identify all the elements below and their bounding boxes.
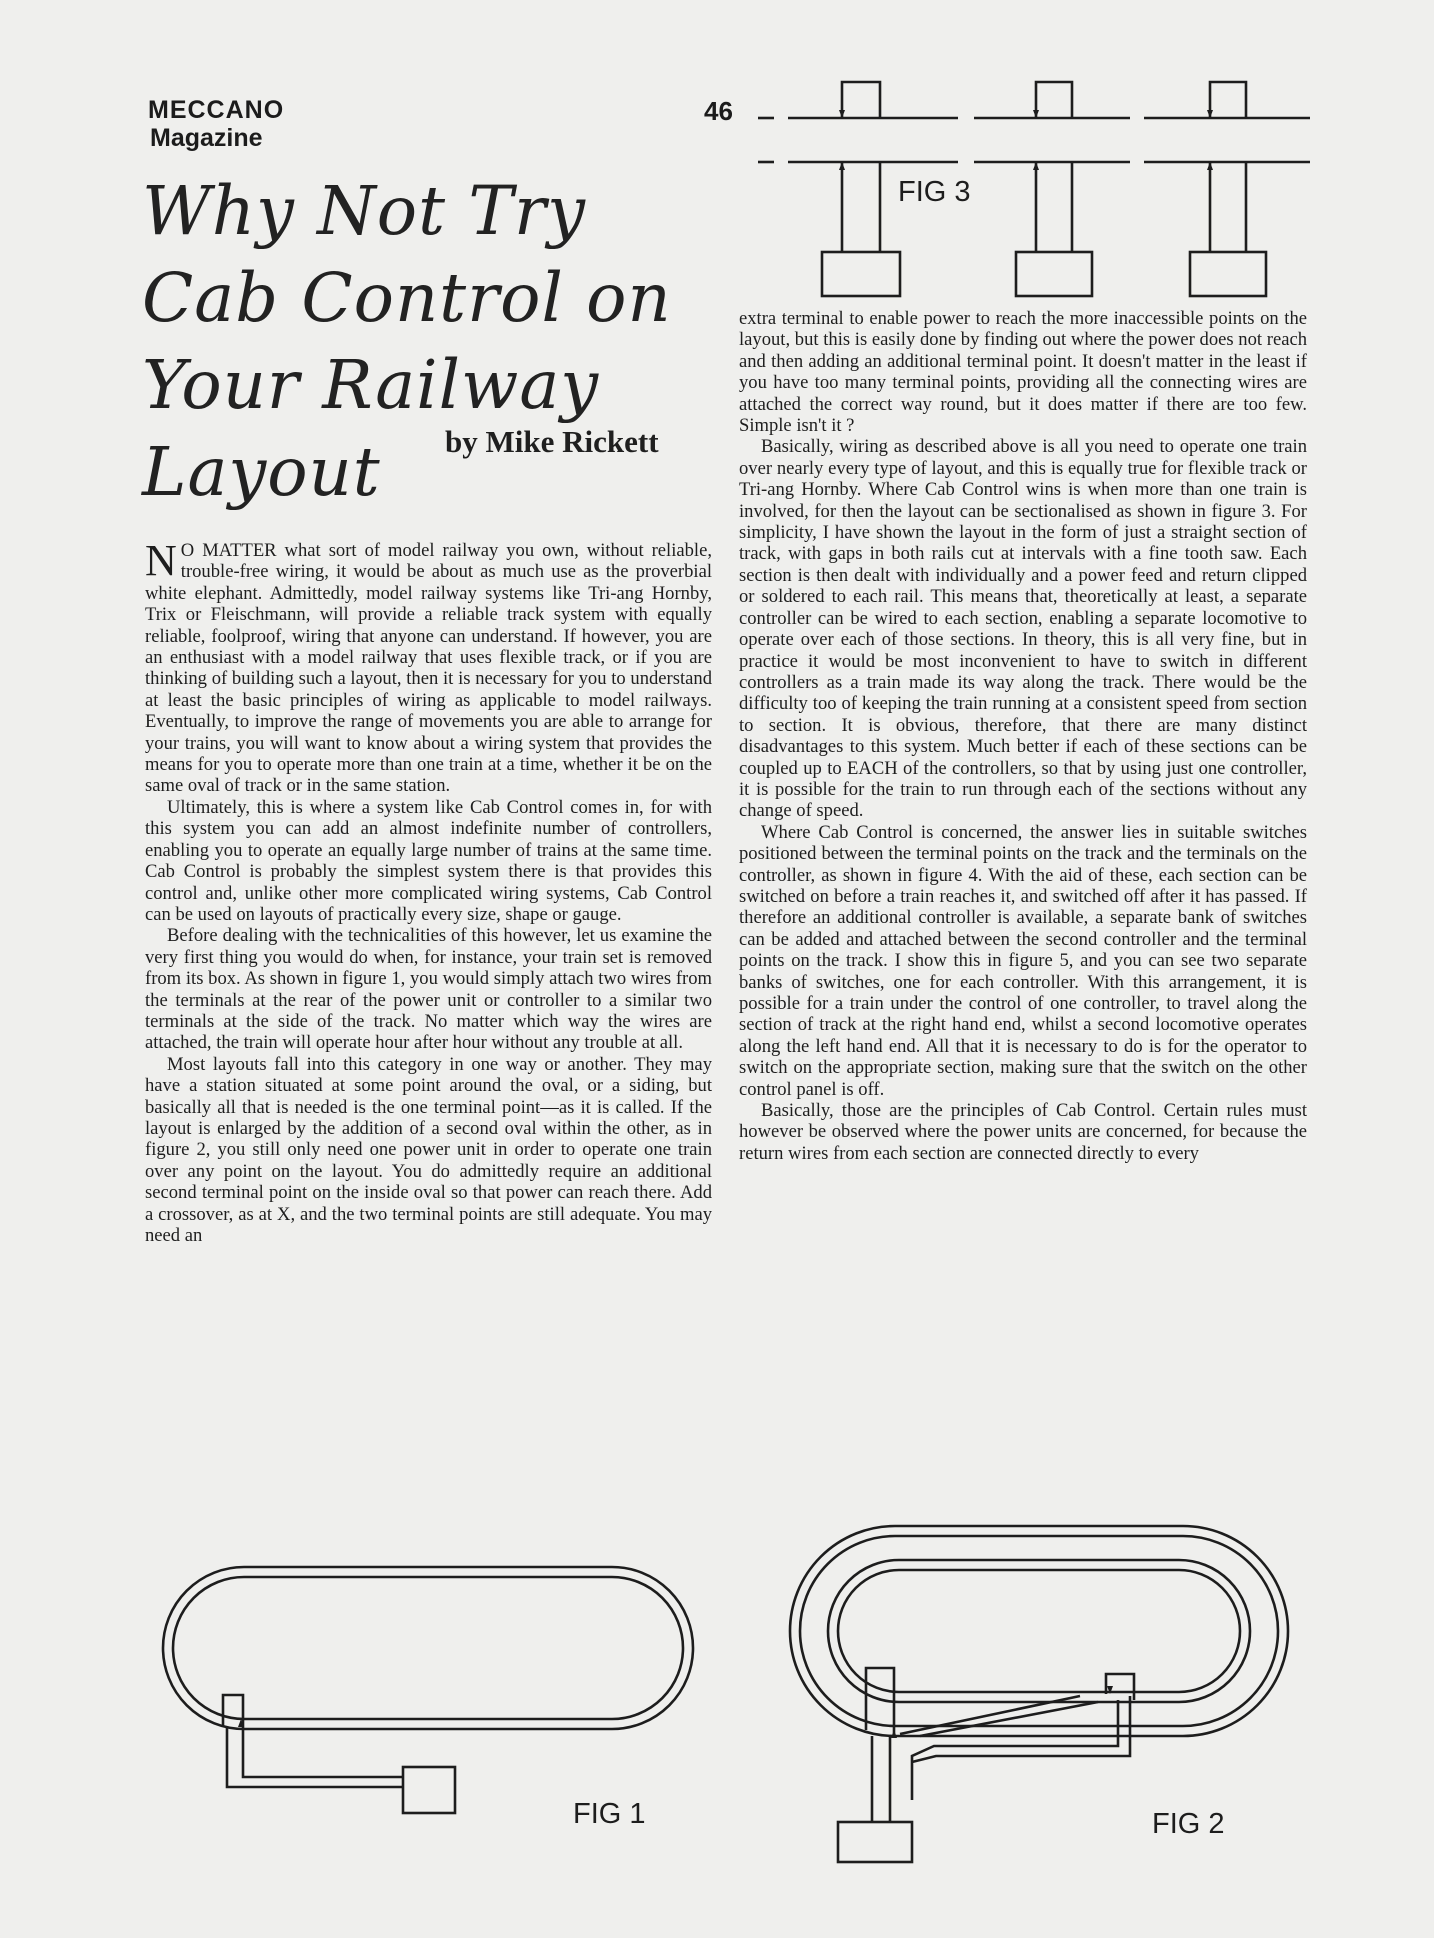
title-line-2: Cab Control on (142, 259, 672, 337)
paragraph-4: Most layouts fall into this category in one way or another. They may have a station situated at some point around the oval, or a siding, but basically all that is needed is the one terminal point—as it is called. If the layout is enlarged by the addition of a second oval within the other, as in figure 2, you still only need one power unit in order to operate one train over any point on the layout. You do admittedly require an additional second terminal point on the inside oval so that power can reach there. Add a crossover, as at X, and the two terminal points are still adequate. You may need an (145, 1053, 712, 1246)
paragraph-7: Where Cab Control is concerned, the answer lies in suitable switches positioned between the terminal points on the track and the terminals on the controller, as shown in figure 4. With the aid of these, each section can be switched on before a train reaches it, and switched off after it has passed. If therefore an additional controller is available, a separate bank of switches can be added and attached between the second controller and the terminal points on the track. I show this in figure 5, and you can see two separate banks of switches, one for each controller. With this arrangement, it is possible for a train under the control of one controller, to travel along the section of track at the right hand end, whilst a second locomotive operates along the left hand end. All that it is necessary to do is for the operator to switch on the appropriate section, making sure that the switch on the other control panel is off. (739, 821, 1307, 1100)
title-line-3: Your Railway (142, 346, 600, 424)
title-line-4: Layout (142, 433, 381, 511)
masthead (148, 96, 284, 152)
paragraph-5: extra terminal to enable power to reach the more inaccessible points on the layout, but this is easily done by finding out where the power does not reach and then adding an additional terminal point. It doesn't matter in the least if you have too many terminal points, providing all the connecting wires are attached the correct way round, but it does matter if there are too few. Simple isn't it ? (739, 308, 1307, 437)
masthead-subtitle: Magazine (150, 124, 263, 152)
figure-1-label: FIG 1 (573, 1798, 646, 1830)
paragraph-6: Basically, wiring as described above is all you need to operate one train over nearly every type of layout, and this is equally true for flexible track or Tri-ang Hornby. Where Cab Control wins is when more than one train is involved, for then the layout can be sectionalised as shown in figure 3. For simplicity, I have shown the layout in the form of just a straight section of track, with gaps in both rails cut at intervals with a fine tooth saw. Each section is then dealt with individually and a power feed and return clipped or soldered to each rail. This means that, theoretically at least, a separate controller can be wired to each section, enabling a separate locomotive to operate over each of those sections. In theory, this is all very fine, but in practice it would be most inconvenient to have to switch in different controllers as a train made its way along the track. There would be the difficulty too of keeping the train running at a consistent speed from section to section. It is obvious, therefore, that there are many distinct disadvantages to this system. Much better if each of these sections can be coupled up to EACH of the controllers, so that by using just one controller, it is possible for the train to run through each of the sections without any change of speed. (739, 436, 1307, 822)
paragraph-8: Basically, those are the principles of Cab Control. Certain rules must however be observed where the power units are concerned, for because the return wires from each section are connected directly to every (739, 1100, 1307, 1164)
article-column-right (739, 308, 1307, 1164)
figure-3 (750, 72, 1320, 302)
figure-2-diagram (780, 1500, 1320, 1870)
article-title (142, 168, 742, 516)
figure-1 (155, 1555, 715, 1855)
figure-3-diagram (750, 72, 1320, 302)
drop-cap: N (145, 536, 177, 585)
paragraph-2: Ultimately, this is where a system like Cab Control comes in, for with this system you can add an almost indefinite number of controllers, enabling you to operate an equally large number of trains at the same time. Cab Control is probably the simplest system there is that provides this control and, unlike other more complicated wiring systems, Cab Control can be used on layouts of practically every size, shape or gauge. (145, 796, 712, 925)
byline: by Mike Rickett (445, 424, 659, 459)
article-column-left (145, 536, 712, 1246)
figure-2-label: FIG 2 (1152, 1808, 1225, 1840)
masthead-title: MECCANO (148, 96, 285, 124)
figure-2 (780, 1500, 1320, 1870)
page-number: 46 (704, 96, 733, 126)
paragraph-3: Before dealing with the technicalities of this however, let us examine the very first thing you would do when, for instance, your train set is removed from its box. As shown in figure 1, you would simply attach two wires from the terminals at the rear of the power unit or controller to a similar two terminals at the side of the track. No matter which way the wires are attached, the train will operate hour after hour without any trouble at all. (145, 925, 712, 1054)
title-line-1: Why Not Try (142, 172, 586, 250)
paragraph-1: N O MATTER what sort of model railway you own, without reliable, trouble-free wiring, it would be about as much use as the proverbial white elephant. Admittedly, model railway systems like Tri-ang Hornby, Trix or Fleischmann, will provide a reliable track system with equally reliable, foolproof, wiring that anyone can understand. If however, you are an enthusiast with a model railway that uses flexible track, or if you are thinking of building such a layout, then it is necessary for you to understand at least the basic principles of wiring as applicable to model railways. Eventually, to improve the range of movements you are able to arrange for your trains, you will want to know about a wiring system that provides the means for you to operate more than one train at a time, whether it be on the same oval of track or in the same station. (145, 536, 712, 797)
figure-3-label: FIG 3 (898, 176, 971, 208)
